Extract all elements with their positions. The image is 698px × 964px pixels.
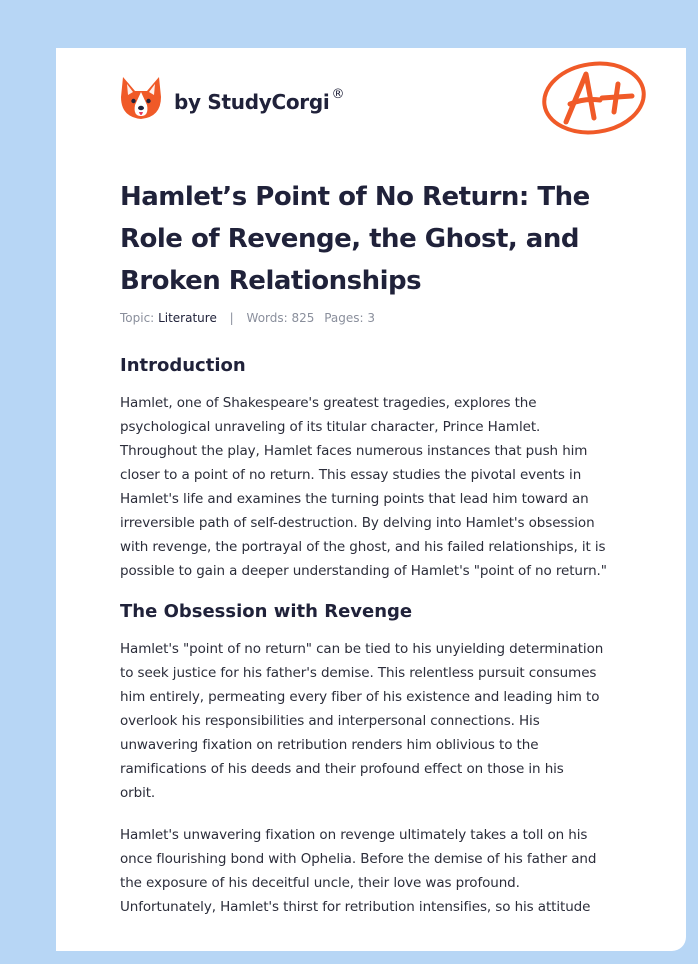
text-line: possible to gain a deeper understanding of Hamlet's "point of no return." — [120, 563, 607, 579]
text-line: irreversible path of self-destruction. By delving into Hamlet's obsession — [120, 515, 595, 531]
text-line: ramifications of his deeds and their profound effect on those in his — [120, 761, 564, 777]
text-line: psychological unraveling of its titular character, Prince Hamlet. — [120, 419, 541, 435]
text-line: orbit. — [120, 785, 156, 801]
text-line: Unfortunately, Hamlet's thirst for retribution intensifies, so his attitude — [120, 899, 591, 915]
topic-link[interactable]: Literature — [158, 311, 217, 325]
topic-label: Topic: — [120, 311, 155, 325]
registered-mark: ® — [331, 87, 345, 103]
pages-count: 3 — [367, 311, 376, 325]
brand-name: by StudyCorgi ® — [174, 87, 345, 114]
text-line: to seek justice for his father's demise. This relentless pursuit consumes — [120, 665, 597, 681]
text-line: Hamlet's unwavering fixation on revenge ultimately takes a toll on his — [120, 827, 588, 843]
paragraph-revenge-1 — [120, 637, 635, 805]
words-label: Words: — [246, 311, 288, 325]
text-line: Throughout the play, Hamlet faces numerous instances that push him — [120, 443, 588, 459]
text-line: Hamlet's life and examines the turning points that lead him toward an — [120, 491, 589, 507]
text-line: overlook his responsibilities and interpersonal connections. His — [120, 713, 540, 729]
text-line: closer to a point of no return. This essay studies the pivotal events in — [120, 467, 582, 483]
section-heading-obsession-with-revenge: The Obsession with Revenge — [120, 601, 413, 622]
text-line: him entirely, permeating every fiber of his existence and leading him to — [120, 689, 600, 705]
paragraph-revenge-2 — [120, 823, 635, 919]
meta-separator: | — [229, 311, 234, 325]
essay-title: Hamlet’s Point of No Return: The Role of Revenge, the Ghost, and Broken Relationships — [120, 182, 590, 296]
text-line: the exposure of his deceitful uncle, their love was profound. — [120, 875, 520, 891]
document-page — [56, 48, 686, 951]
text-line: with revenge, the portrayal of the ghost, and his failed relationships, it is — [120, 539, 606, 555]
text-line: Hamlet's "point of no return" can be tied to his unyielding determination — [120, 641, 604, 657]
text-line: once flourishing bond with Ophelia. Before the demise of his father and — [120, 851, 597, 867]
text-line: Hamlet, one of Shakespeare's greatest tragedies, explores the — [120, 395, 537, 411]
paragraph-introduction — [120, 391, 635, 583]
pages-label: Pages: — [324, 311, 364, 325]
text-line: unwavering fixation on retribution renders him oblivious to the — [120, 737, 539, 753]
corgi-icon — [120, 75, 162, 123]
section-heading-introduction: Introduction — [120, 355, 246, 376]
words-count: 825 — [291, 311, 315, 325]
studycorgi-logo[interactable] — [120, 75, 344, 123]
a-plus-grade-badge — [538, 58, 650, 142]
essay-meta — [120, 311, 630, 325]
